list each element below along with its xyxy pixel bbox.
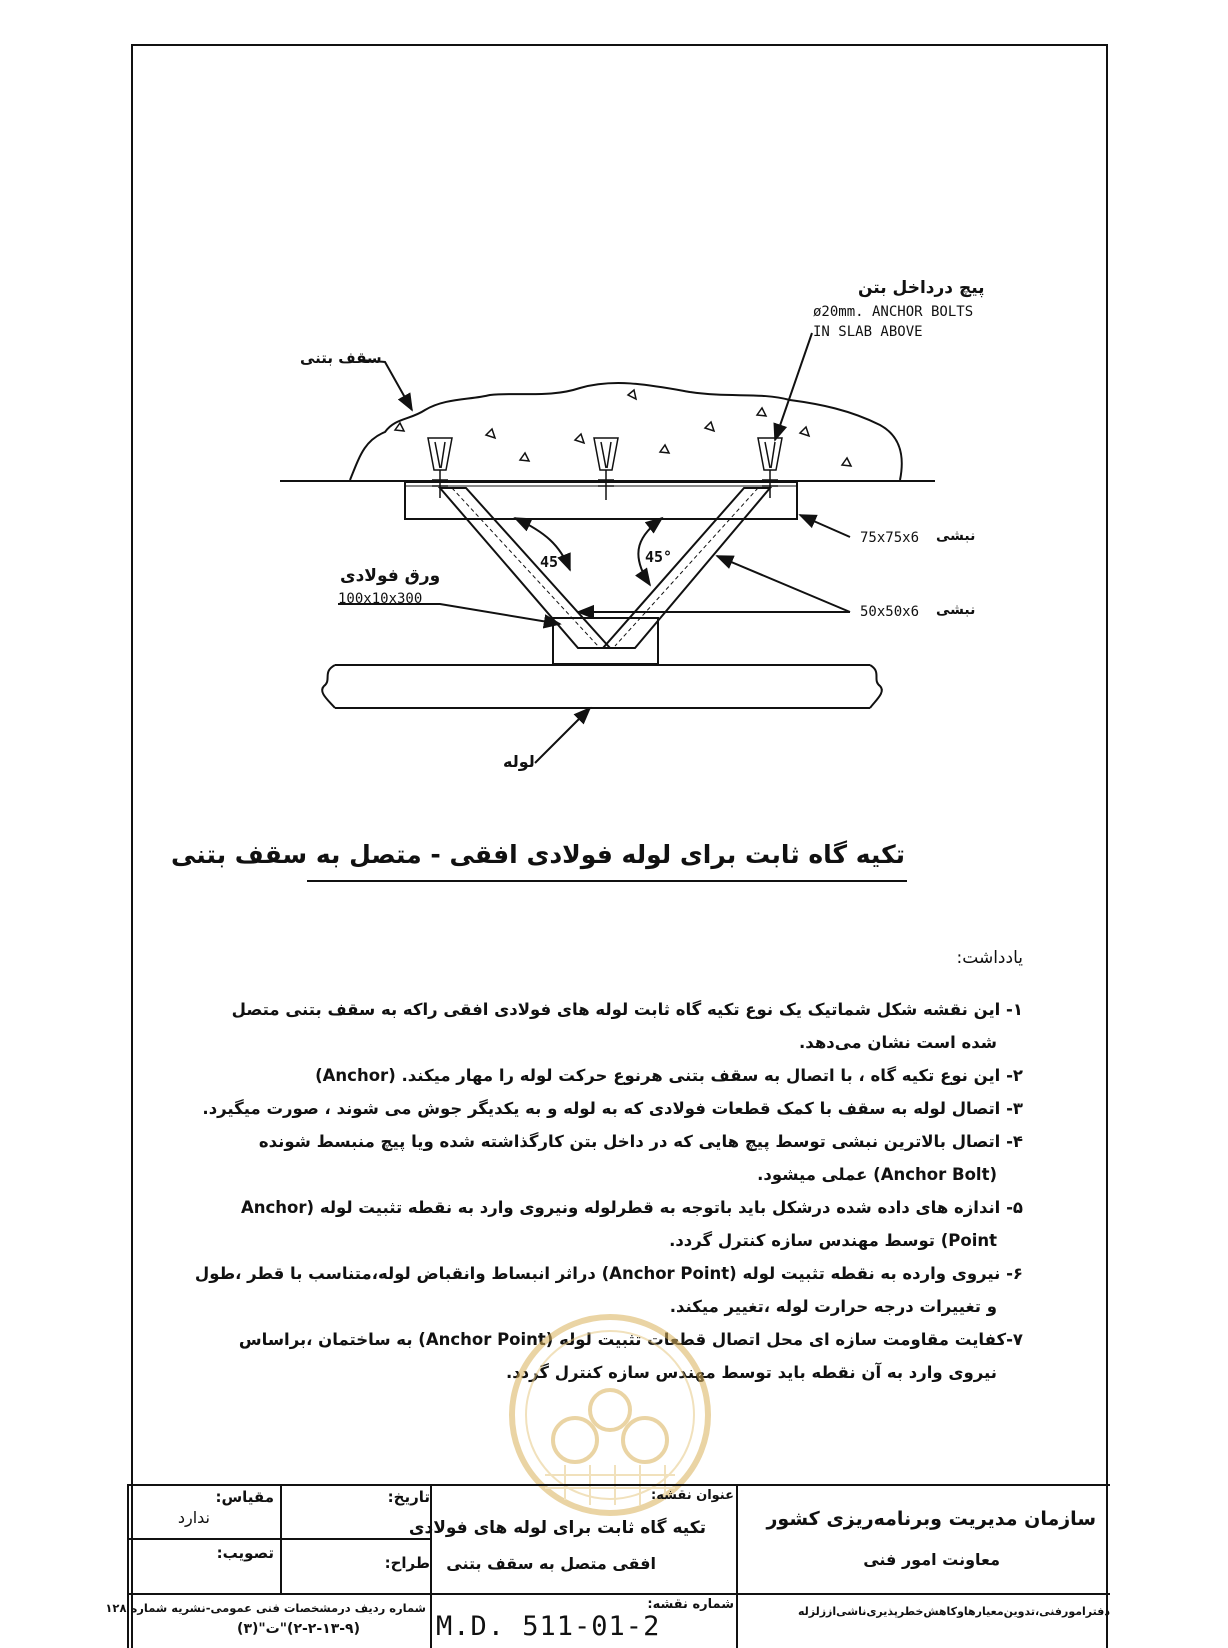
- label-angle-large-size: 75x75x6: [860, 530, 920, 546]
- title-underline: [307, 880, 907, 882]
- designer-cell: [282, 1540, 432, 1595]
- pipe-end-left: [322, 665, 335, 708]
- note-item-1: ۱- این نقشه شکل شماتیک یک نوع تکیه گاه ثابت لوله های فولادی افقی راکه به سقف بتنی متصل شده است نشان می‌دهد.: [231, 1000, 1023, 1052]
- spec-ref-line-2: (۲-۲-۱۳-۹)"ت"(۳): [237, 1621, 360, 1637]
- label-anchor-bolt-en-2: IN SLAB ABOVE: [813, 324, 923, 340]
- title-block: [105, 1484, 1110, 1648]
- diagonal-angle-left: [440, 488, 610, 648]
- aggregate-mark: [395, 423, 404, 431]
- leader-angle-small-a: [717, 556, 850, 612]
- note-item-4: ۴- اتصال بالاترین نبشی توسط پیچ هایی که در داخل بتن کارگذاشته شده ویا پیچ منبسط شونده (Anchor Bolt) عملی میشود.: [258, 1132, 1023, 1184]
- drawing-main-title: تکیه گاه ثابت برای لوله فولادی افقی - متصل به سقف بتنی: [171, 840, 905, 869]
- label-angle-45-left: 45°: [540, 553, 568, 571]
- steel-plate: [553, 618, 658, 664]
- aggregate-mark: [520, 453, 529, 461]
- scale-value: ندارد: [177, 1508, 210, 1527]
- label-steel-plate-size: 100x10x300: [338, 591, 423, 607]
- label-concrete-slab: سقف بتنی: [300, 349, 382, 367]
- note-item-5: ۵- اندازه های داده شده درشکل باید باتوجه به قطرلوله ونیروی وارد به نقطه تثبیت لوله (Anchor Point) توسط مهندس سازه کنترل گردد.: [241, 1198, 1023, 1250]
- aggregate-mark: [628, 390, 636, 399]
- pipe: [335, 665, 870, 708]
- label-angle-45-right: 45°: [645, 548, 673, 566]
- leader-anchor-bolt: [775, 333, 812, 440]
- label-angle-small-size: 50x50x6: [860, 604, 920, 620]
- approval-label: تصویب:: [216, 1544, 274, 1562]
- drawing-title-line-2: افقی متصل به سقف بتنی: [446, 1554, 656, 1573]
- aggregate-mark: [842, 458, 851, 466]
- note-item-3: ۳- اتصال لوله به سقف با کمک قطعات فولادی که به لوله و به یکدیگر جوش می شوند ، صورت میگیرد.: [202, 1099, 1023, 1118]
- aggregate-mark: [486, 429, 495, 438]
- drawing-title-label: عنوان نقشه:: [651, 1488, 734, 1503]
- spec-ref-cell: [105, 1595, 432, 1648]
- aggregate-mark: [575, 434, 584, 443]
- leader-angle-large: [800, 515, 850, 537]
- aggregate-mark: [800, 427, 809, 436]
- notes-heading: یادداشت:: [956, 948, 1023, 968]
- note-item-6: ۶- نیروی وارده به نقطه تثبیت لوله (Anchor Point) دراثر انبساط وانقباض لوله،متناسب با قطر ،طول و تغییرات درجه حرارت لوله ،تغییر میکند.: [194, 1264, 1023, 1316]
- aggregate-mark: [660, 445, 669, 453]
- aggregate-mark: [757, 408, 766, 416]
- leader-plate: [338, 604, 560, 624]
- office-cell: [738, 1595, 1110, 1648]
- pipe-end-right: [870, 665, 882, 708]
- scale-label: مقیاس:: [215, 1488, 274, 1506]
- label-pipe: لوله: [503, 752, 535, 771]
- label-steel-plate-fa: ورق فولادی: [340, 566, 441, 586]
- label-angle-large-fa: نبشی: [936, 528, 976, 544]
- spec-ref-line-1: شماره ردیف درمشخصات فنی عمومی-نشریه شماره ۱۲۸: [105, 1601, 426, 1615]
- deputy-name: معاونت امور فنی: [863, 1550, 1000, 1569]
- drawing-number-cell: [432, 1595, 738, 1648]
- aggregate-mark: [705, 422, 714, 431]
- leader-pipe: [535, 708, 590, 763]
- drawing-number-label: شماره نقشه:: [647, 1597, 734, 1612]
- designer-label: طراح:: [384, 1554, 430, 1572]
- approval-cell: [127, 1540, 282, 1595]
- label-anchor-bolt-en-1: ø20mm. ANCHOR BOLTS: [813, 304, 974, 320]
- scale-cell: [127, 1486, 282, 1540]
- note-item-2: ۲- این نوع تکیه گاه ، با اتصال به سقف بتنی هرنوع حرکت لوله را مهار میکند. (Anchor): [315, 1066, 1023, 1085]
- drawing-number: M.D. 511-01-2: [436, 1611, 661, 1642]
- date-label: تاریخ:: [387, 1488, 430, 1506]
- label-anchor-bolt-fa: پیچ درداخل بتن: [858, 278, 985, 298]
- organization-name: سازمان مدیریت وبرنامه‌ریزی کشور: [766, 1508, 1096, 1530]
- label-angle-small-fa: نبشی: [936, 602, 976, 618]
- organization-cell: [738, 1486, 1110, 1595]
- note-item-7: ۷-کفایت مقاومت سازه ای محل اتصال قطعات تثبیت لوله (Anchor Point) به ساختمان ،براساس نیروی وارد به آن نقطه باید توسط مهندس سازه کنترل گردد.: [238, 1330, 1023, 1382]
- office-name: دفترامورفنی،تدوین‌معیارهاوکاهش‌خطرپذیری‌ناشی‌اززلزله: [797, 1605, 1110, 1618]
- anchor-bolt-middle: [594, 438, 618, 500]
- leader-slab: [360, 360, 412, 410]
- drawing-title-line-1: تکیه گاه ثابت برای لوله های فولادی: [408, 1518, 706, 1538]
